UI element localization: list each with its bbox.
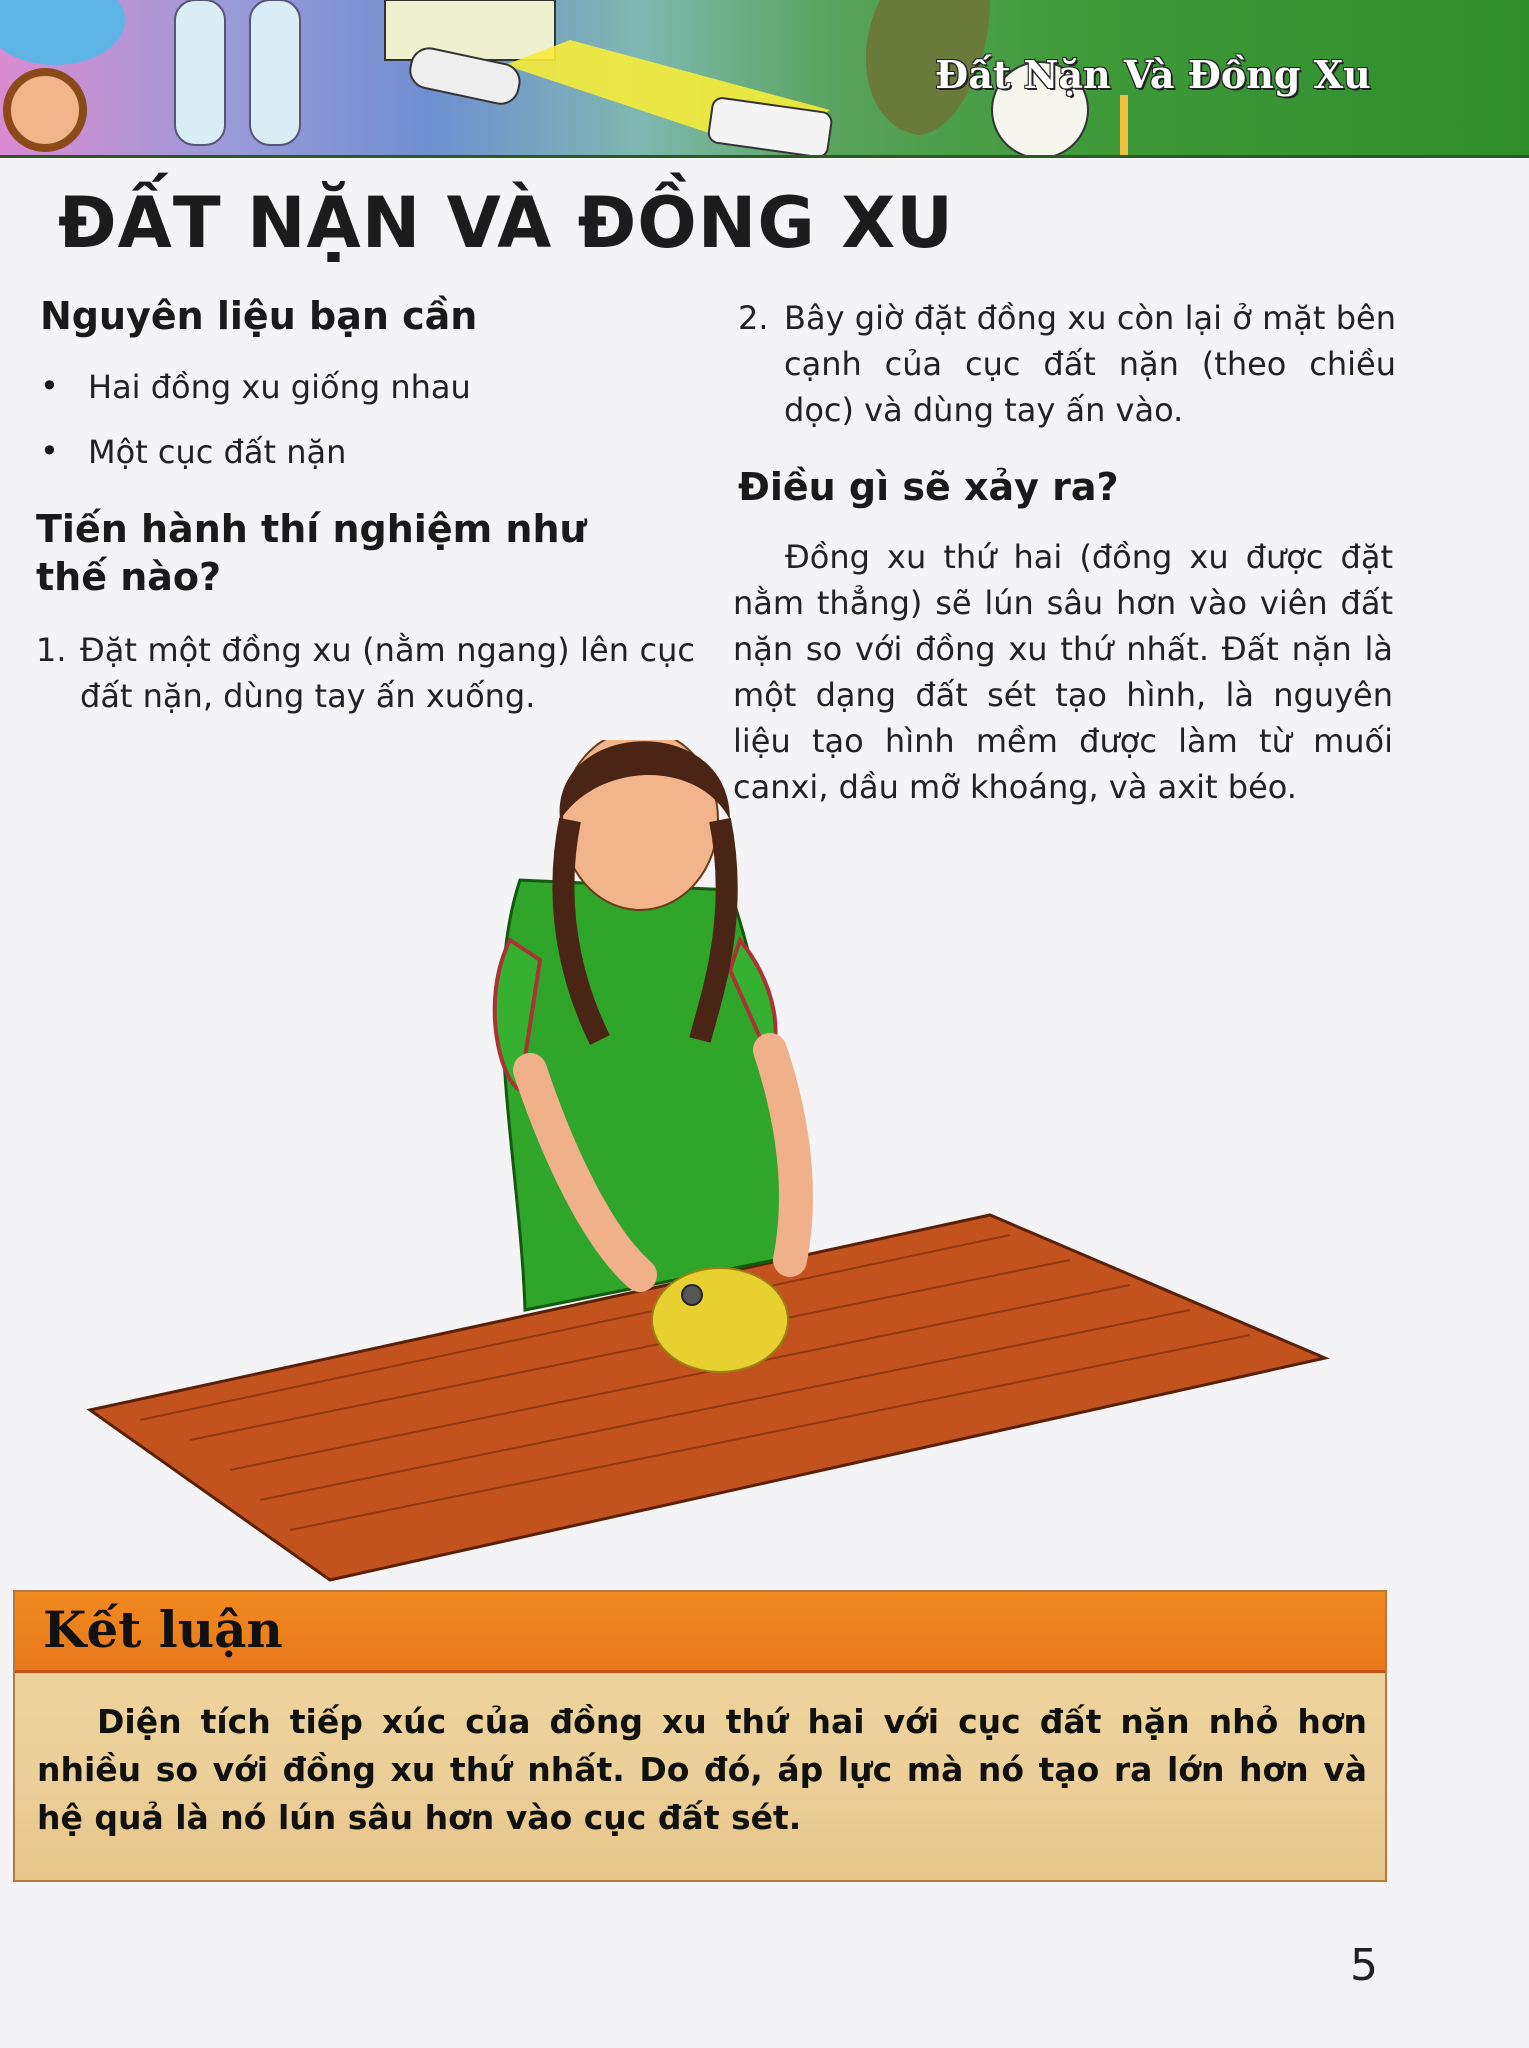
girl-pressing-clay-illustration — [80, 740, 1340, 1590]
step-text: Đặt một đồng xu (nằm ngang) lên cục đất nặn, dùng tay ấn xuống. — [80, 631, 695, 715]
bullet-icon: • — [40, 432, 59, 470]
step-number: 2. — [738, 299, 769, 337]
material-item: Hai đồng xu giống nhau — [88, 368, 471, 406]
result-text: Đồng xu thứ hai (đồng xu được đặt nằm thẳng) sẽ lún sâu hơn vào viên đất nặn so với đồng xu thứ nhất. Đất nặn là một dạng đất sét tạo hình, là nguyên liệu tạo hình mềm được làm từ muối canxi, dầu mỡ khoáng, và axit béo. — [733, 538, 1393, 806]
header-banner — [0, 0, 1529, 158]
step-text: Bây giờ đặt đồng xu còn lại ở mặt bên cạnh của cục đất nặn (theo chiều dọc) và dùng tay ấn vào. — [784, 299, 1396, 429]
procedure-heading: Tiến hành thí nghiệm như thế nào? — [36, 507, 587, 599]
result-heading: Điều gì sẽ xảy ra? — [738, 465, 1119, 509]
step-number: 1. — [36, 631, 67, 669]
conclusion-box — [13, 1590, 1387, 1882]
conclusion-text: Diện tích tiếp xúc của đồng xu thứ hai với cục đất nặn nhỏ hơn nhiều so với đồng xu thứ nhất. Do đó, áp lực mà nó tạo ra lớn hơn và hệ quả là nó lún sâu hơn vào cục đất sét. — [37, 1702, 1367, 1837]
bullet-icon: • — [40, 367, 59, 405]
page-number: 5 — [1350, 1940, 1378, 1991]
conclusion-heading: Kết luận — [43, 1600, 283, 1659]
page-title: ĐẤT NẶN VÀ ĐỒNG XU — [58, 182, 955, 264]
running-title: Đất Nặn Và Đồng Xu — [935, 52, 1371, 97]
materials-heading: Nguyên liệu bạn cần — [40, 294, 478, 338]
material-item: Một cục đất nặn — [88, 433, 347, 471]
